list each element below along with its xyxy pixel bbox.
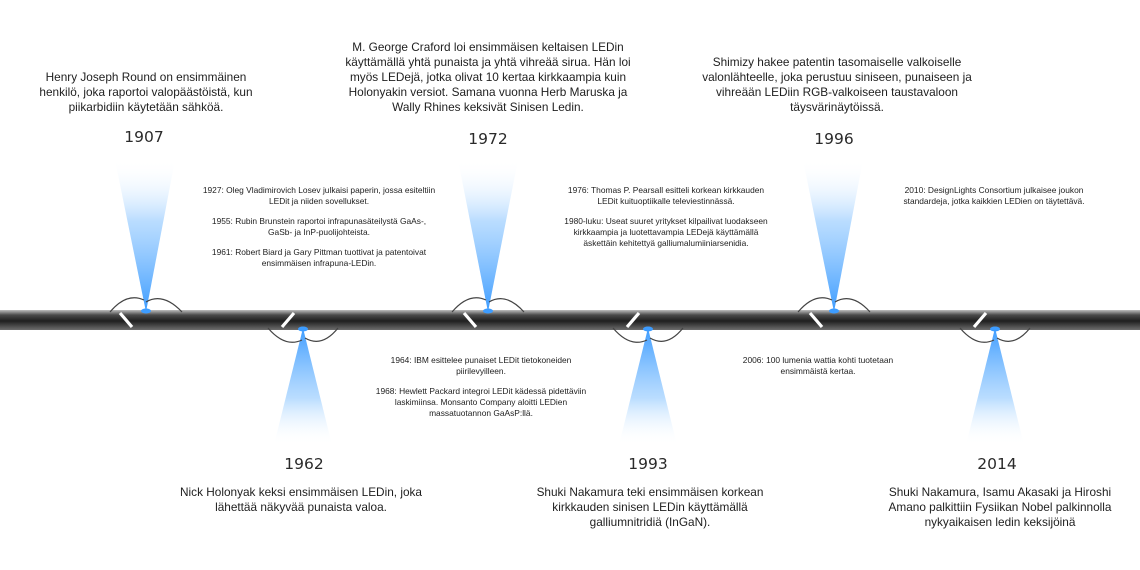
notes-block-2010 [882,185,1106,216]
note-1927: 1927: Oleg Vladimirovich Losev julkaisi paperin, jossa esiteltiin LEDit ja niiden sovellukset. [202,185,436,206]
year-1996: 1996 [814,130,854,148]
year-1907: 1907 [124,128,164,146]
year-1972: 1972 [468,130,508,148]
notes-block-1964-1968 [365,355,597,428]
note-2006: 2006: 100 lumenia wattia kohti tuotetaan ensimmäistä kertaa. [742,355,894,376]
event-1996-description: Shimizy hakee patentin tasomaiselle valkoiselle valonlähteelle, joka perustuu siniseen, punaiseen ja vihreään LEDiin RGB-valkoiseen taustavaloon täysvärinäytöissä. [702,55,972,114]
event-2014-description: Shuki Nakamura, Isamu Akasaki ja Hiroshi Amano palkittiin Fysiikan Nobel palkinnolla nykyaikaisen ledin keksijöinä [888,485,1112,529]
event-1993-description: Shuki Nakamura teki ensimmäisen korkean kirkkauden sinisen LEDin käyttämällä galliumnitridiä (InGaN). [536,485,764,529]
timeline-bar [0,310,1140,330]
note-1968: 1968: Hewlett Packard integroi LEDit kädessä pidettäviin laskimiinsa. Monsanto Company aloitti LEDien massatuotannon GaAsP:llä. [375,386,587,418]
notes-block-2006 [728,355,908,386]
notes-block-1976-1980s [560,185,772,258]
light-beam-1996 [803,160,863,312]
note-1955: 1955: Rubin Brunstein raportoi infrapunasäteilystä GaAs-, GaSb- ja InP-puolijohteista. [211,216,427,237]
light-beam-1993 [619,328,677,445]
year-2014: 2014 [977,455,1017,473]
light-beam-2014 [966,328,1024,445]
note-1976: 1976: Thomas P. Pearsall esitteli korkean kirkkauden LEDit kuituoptiikalle televiestinnässä. [567,185,765,206]
event-1962-description: Nick Holonyak keksi ensimmäisen LEDin, joka lähettää näkyvää punaista valoa. [180,485,422,514]
note-2010: 2010: DesignLights Consortium julkaisee joukon standardeja, jotka kaikkien LEDien on täytettävä. [903,185,1085,206]
light-beam-1962 [274,328,332,445]
year-1962: 1962 [284,455,324,473]
event-1907-description: Henry Joseph Round on ensimmäinen henkilö, joka raportoi valopäästöistä, kun piikarbidiin käytetään sähköä. [39,70,253,114]
light-beam-1907 [115,160,175,312]
light-beam-1972 [458,160,518,312]
note-1964: 1964: IBM esittelee punaiset LEDit tietokoneiden piirilevyilleen. [390,355,572,376]
notes-block-1920s-1960s [200,185,438,278]
event-1972-description: M. George Craford loi ensimmäisen keltaisen LEDin käyttämällä yhtä punaista ja yhtä vihreää sirua. Hän loi myös LEDejä, jotka olivat 10 kertaa kirkkaampia kuin Holonyakin versiot. Samana vuonna Herb Maruska ja Wally Rhines keksivät Sinisen Ledin. [345,40,631,114]
note-1980s: 1980-luku: Useat suuret yritykset kilpailivat luodakseen kirkkaampia ja luotettavampia LEDejä käyttämällä äskettäin kehitettyä galliumalumiiniarsenidia. [564,216,768,248]
year-1993: 1993 [628,455,668,473]
note-1961: 1961: Robert Biard ja Gary Pittman tuottivat ja patentoivat ensimmäisen infrapuna-LEDin. [211,247,427,268]
